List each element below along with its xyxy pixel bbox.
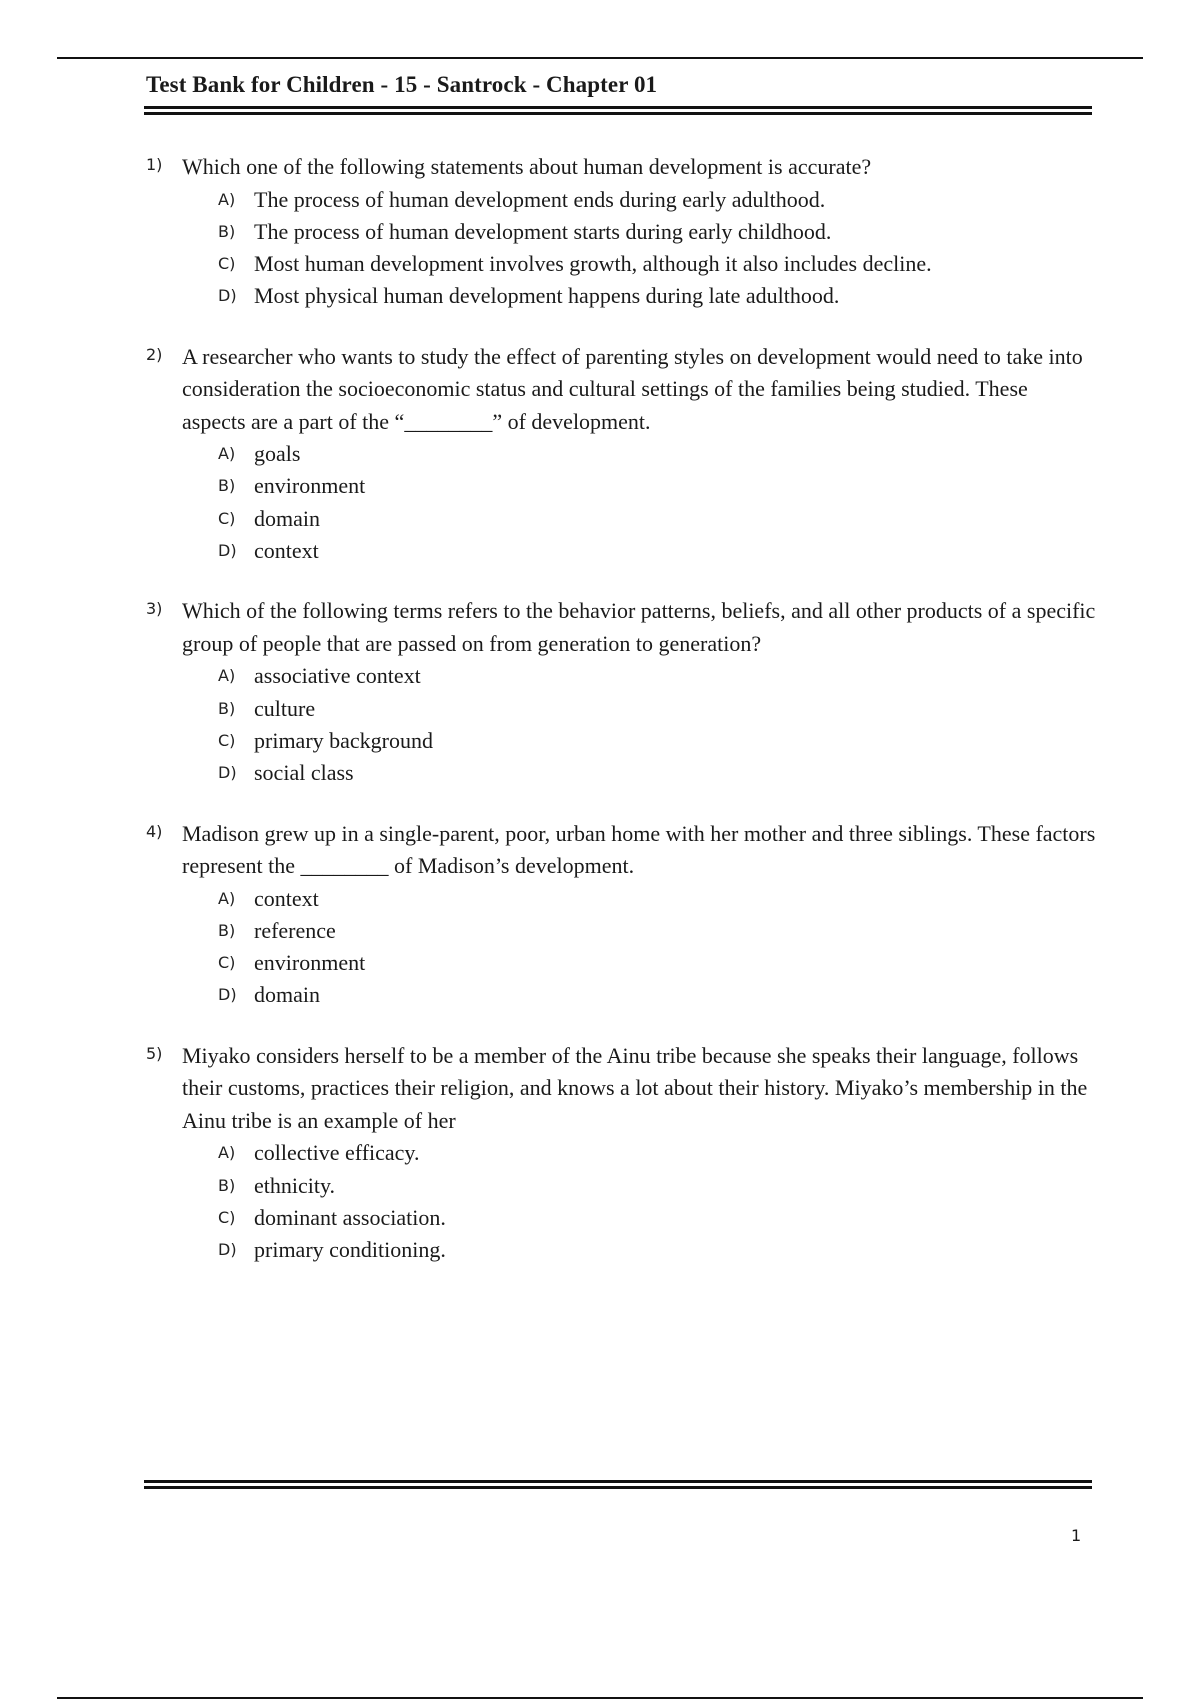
option-label: C) xyxy=(218,953,236,973)
option-label: B) xyxy=(218,221,236,241)
page-bottom-rule xyxy=(57,1697,1143,1699)
option-label: A) xyxy=(218,1143,236,1163)
question-list xyxy=(146,151,1096,1294)
answer-option xyxy=(182,1202,1096,1234)
option-text: reference xyxy=(254,917,336,943)
question-number: 1) xyxy=(146,155,163,174)
question-text: Madison grew up in a single-parent, poor, urban home with her mother and three siblings. These factors represent the ________ of Madison’s development. xyxy=(182,820,1096,879)
option-text: collective efficacy. xyxy=(254,1140,420,1166)
option-text: Most human development involves growth, although it also includes decline. xyxy=(254,251,932,277)
answer-option xyxy=(182,660,1096,692)
answer-option xyxy=(182,280,1096,312)
answer-option xyxy=(182,216,1096,248)
question-number: 3) xyxy=(146,599,163,619)
answer-option xyxy=(182,1137,1096,1169)
option-label: A) xyxy=(218,189,236,209)
page-number: 1 xyxy=(1071,1526,1082,1545)
footer-double-rule xyxy=(144,1480,1092,1489)
option-label: B) xyxy=(218,920,236,940)
answer-option xyxy=(182,503,1096,535)
option-label: C) xyxy=(218,508,236,528)
option-label: C) xyxy=(218,254,236,274)
answer-option xyxy=(182,947,1096,979)
option-label: A) xyxy=(218,666,236,686)
answer-option xyxy=(182,1234,1096,1266)
answer-option xyxy=(182,535,1096,567)
question-text: Which one of the following statements about human development is accurate? xyxy=(182,154,872,179)
option-label: D) xyxy=(218,286,237,306)
question-number: 2) xyxy=(146,344,163,364)
option-text: context xyxy=(254,885,319,911)
document-title: Test Bank for Children - 15 - Santrock - Chapter 01 xyxy=(146,72,658,97)
question-2 xyxy=(146,341,1096,568)
option-text: domain xyxy=(254,982,320,1008)
answer-option xyxy=(182,1170,1096,1202)
option-text: social class xyxy=(254,760,354,786)
question-text: Miyako considers herself to be a member of the Ainu tribe because she speaks their language, follows their customs, practices their religion, and knows a lot about their history. Miyako’s membership in the Ainu tribe is an example of her xyxy=(182,1042,1088,1133)
option-label: D) xyxy=(218,763,237,783)
option-text: associative context xyxy=(254,663,421,689)
option-label: D) xyxy=(218,1240,237,1260)
option-text: environment xyxy=(254,473,366,499)
question-text: A researcher who wants to study the effect of parenting styles on development would need to take into consideration the socioeconomic status and cultural settings of the families being studied. These aspects are a part of the “________” of development. xyxy=(182,343,1083,434)
question-number: 4) xyxy=(146,821,163,841)
answer-option xyxy=(182,979,1096,1011)
question-5 xyxy=(146,1040,1096,1267)
option-label: B) xyxy=(218,698,236,718)
option-label: B) xyxy=(218,476,236,496)
option-label: D) xyxy=(218,541,237,561)
option-text: ethnicity. xyxy=(254,1172,336,1198)
option-text: The process of human development starts during early childhood. xyxy=(254,218,832,244)
option-label: C) xyxy=(218,1207,236,1227)
option-text: culture xyxy=(254,695,316,721)
page-top-rule xyxy=(57,57,1143,59)
option-label: A) xyxy=(218,444,236,464)
answer-option xyxy=(182,757,1096,789)
option-text: primary conditioning. xyxy=(254,1237,446,1263)
option-label: C) xyxy=(218,730,236,750)
option-text: Most physical human development happens during late adulthood. xyxy=(254,283,840,309)
answer-option xyxy=(182,915,1096,947)
question-text: Which of the following terms refers to the behavior patterns, beliefs, and all other products of a specific group of people that are passed on from generation to generation? xyxy=(182,598,1096,656)
answer-option xyxy=(182,248,1096,280)
answer-option xyxy=(182,184,1096,216)
question-4 xyxy=(146,818,1096,1012)
question-3 xyxy=(146,595,1096,789)
question-number: 5) xyxy=(146,1043,163,1063)
answer-option xyxy=(182,438,1096,470)
question-1 xyxy=(146,151,1096,313)
option-text: The process of human development ends during early adulthood. xyxy=(254,186,826,212)
option-label: D) xyxy=(218,985,237,1005)
option-label: A) xyxy=(218,888,236,908)
answer-option xyxy=(182,470,1096,502)
option-text: dominant association. xyxy=(254,1204,446,1230)
answer-option xyxy=(182,693,1096,725)
header-double-rule xyxy=(144,106,1092,115)
answer-option xyxy=(182,725,1096,757)
option-text: goals xyxy=(254,441,301,467)
answer-option xyxy=(182,883,1096,915)
option-text: primary background xyxy=(254,727,433,753)
option-text: context xyxy=(254,538,319,564)
option-text: domain xyxy=(254,505,320,531)
option-label: B) xyxy=(218,1175,236,1195)
option-text: environment xyxy=(254,950,366,976)
